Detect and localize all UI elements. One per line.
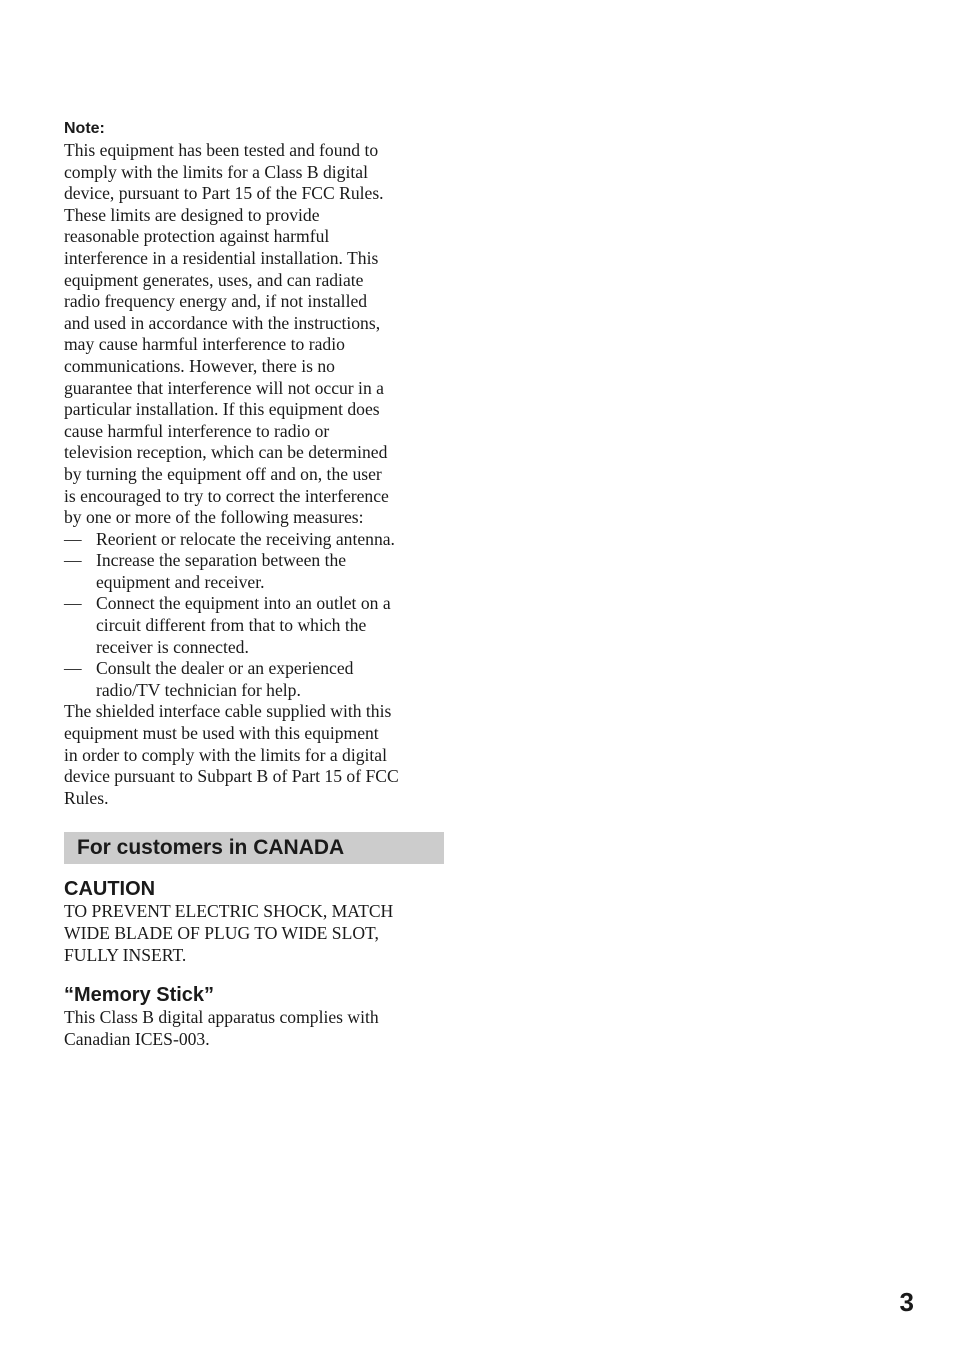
memory-stick-paragraph	[64, 1007, 446, 1050]
memory-stick-line: Canadian ICES-003.	[64, 1028, 210, 1049]
closing-line: in order to comply with the limits for a digital	[64, 744, 387, 765]
note-line: These limits are designed to provide	[64, 204, 320, 225]
caution-line: TO PREVENT ELECTRIC SHOCK, MATCH	[64, 901, 394, 922]
caution-heading: CAUTION	[64, 878, 156, 901]
list-item	[64, 658, 446, 701]
measure-line: Consult the dealer or an experienced	[96, 658, 354, 679]
measure-line: radio/TV technician for help.	[96, 679, 301, 700]
measure-line: Reorient or relocate the receiving antenna.	[96, 528, 395, 549]
main-column	[64, 118, 446, 1050]
measure-line: equipment and receiver.	[96, 571, 265, 592]
measure-line: Increase the separation between the	[96, 550, 347, 571]
note-line: interference in a residential installation. This	[64, 247, 379, 268]
list-item	[64, 550, 446, 593]
memory-stick-heading: “Memory Stick”	[64, 984, 215, 1007]
note-line: and used in accordance with the instructions,	[64, 312, 381, 333]
note-line: guarantee that interference will not occur in a	[64, 377, 384, 398]
note-line: may cause harmful interference to radio	[64, 334, 345, 355]
closing-line: Rules.	[64, 787, 109, 808]
note-line: device, pursuant to Part 15 of the FCC Rules.	[64, 183, 384, 204]
note-line: radio frequency energy and, if not installed	[64, 291, 368, 312]
note-line: equipment generates, uses, and can radiate	[64, 269, 364, 290]
page-number: 3	[899, 1287, 914, 1317]
dash-bullet: —	[64, 550, 82, 571]
measure-line: receiver is connected.	[96, 636, 249, 657]
caution-paragraph	[64, 901, 446, 966]
measures-list	[64, 529, 446, 702]
note-line: by one or more of the following measures:	[64, 507, 364, 528]
list-item	[64, 593, 446, 658]
note-line: communications. However, there is no	[64, 355, 335, 376]
note-paragraph	[64, 140, 446, 529]
note-line: comply with the limits for a Class B digital	[64, 161, 368, 182]
dash-bullet: —	[64, 593, 82, 614]
caution-line: FULLY INSERT.	[64, 944, 187, 965]
canada-section-title: For customers in CANADA	[64, 832, 444, 864]
note-line: particular installation. If this equipment does	[64, 399, 380, 420]
list-item	[64, 529, 446, 551]
note-line: reasonable protection against harmful	[64, 226, 330, 247]
measure-line: circuit different from that to which the	[96, 615, 367, 636]
dash-bullet: —	[64, 528, 82, 549]
dash-bullet: —	[64, 658, 82, 679]
measure-line: Connect the equipment into an outlet on a	[96, 593, 391, 614]
closing-line: device pursuant to Subpart B of Part 15 of FCC	[64, 766, 399, 787]
caution-line: WIDE BLADE OF PLUG TO WIDE SLOT,	[64, 923, 379, 943]
note-line: by turning the equipment off and on, the user	[64, 463, 382, 484]
closing-paragraph	[64, 701, 446, 809]
note-line: is encouraged to try to correct the interference	[64, 485, 389, 506]
memory-stick-line: This Class B digital apparatus complies with	[64, 1007, 379, 1028]
note-line: television reception, which can be determined	[64, 442, 388, 463]
closing-line: The shielded interface cable supplied with this	[64, 701, 392, 722]
note-line: cause harmful interference to radio or	[64, 420, 330, 441]
note-label: Note:	[64, 120, 105, 137]
note-line: This equipment has been tested and found to	[64, 140, 379, 160]
closing-line: equipment must be used with this equipment	[64, 723, 379, 744]
